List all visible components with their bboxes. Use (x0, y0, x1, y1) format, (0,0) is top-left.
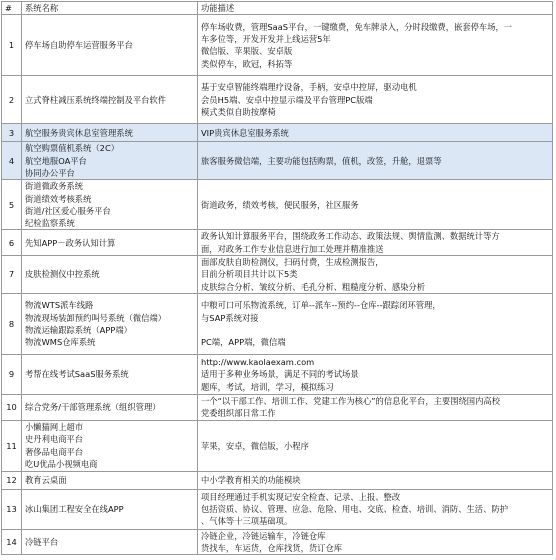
row-number: 10 (2, 395, 22, 421)
function-desc-line: 目前分析项目共计以下5类 (201, 269, 298, 280)
system-name: 物流WMS仓库系统 (25, 337, 96, 348)
function-desc-cell (198, 180, 553, 230)
function-desc-line: 题库，考试，培训，学习，模拟练习 (201, 381, 334, 392)
function-desc-line: 政务认知计算服务平台，围绕政务工作动态、政策法规、舆情监测、数据统计等方 (201, 231, 500, 242)
table-row (2, 395, 553, 421)
system-name: 考帮在线考试SaaS服务系统 (25, 369, 129, 380)
function-desc-line: VIP贵宾休息室服务系统 (201, 127, 289, 138)
table-row (2, 471, 553, 489)
system-name: 皮肤检测仪中控系统 (25, 269, 100, 280)
function-desc-cell (198, 355, 553, 395)
table-row (2, 294, 553, 355)
table-row (2, 256, 553, 294)
system-name-cell (22, 15, 198, 76)
header-desc: 功能描述 (198, 2, 553, 15)
table-row (2, 76, 553, 124)
function-desc-cell (198, 529, 553, 555)
function-desc-line: 党委组织部日常工作 (201, 408, 276, 419)
system-name: 街道/社区爱心服务平台 (25, 205, 111, 216)
system-name-cell (22, 294, 198, 355)
row-number: 5 (2, 180, 22, 230)
system-name: 街道绩效考核系统 (25, 193, 92, 204)
system-name: 小懒猫网上超市 (25, 422, 84, 433)
function-desc-line: 一个“以干部工作、培训工作、党建工作为核心”的信息化平台，主要围绕国内高校 (201, 396, 500, 407)
system-name: 冰山集团工程安全在线APP (25, 504, 124, 515)
system-name-cell (22, 489, 198, 529)
function-desc-cell (198, 15, 553, 76)
system-name: 物流现场装卸预约叫号系统（微信端） (25, 312, 167, 323)
function-desc-line: 、气体等十三项基础项。 (201, 516, 293, 527)
system-name: 协同办公平台 (25, 167, 75, 178)
system-name: 停车场自助停车运营服务平台 (25, 40, 133, 51)
function-desc-line: 面部皮肤自助检测仪，扫码付费，生成检测报告， (201, 257, 384, 268)
system-name-cell (22, 355, 198, 395)
system-name: 航空购票值机系统（2C） (25, 143, 120, 154)
row-number: 11 (2, 420, 22, 471)
system-name-cell (22, 142, 198, 180)
function-desc-cell (198, 124, 553, 142)
function-desc-line: 项目经理通过手机实现记安全检查、记录、上报、整改 (201, 491, 401, 502)
function-desc-line: 苹果，安卓，微信版，小程序 (201, 440, 309, 451)
header-num: # (2, 2, 22, 15)
system-name-cell (22, 420, 198, 471)
table-row (2, 142, 553, 180)
system-name-cell (22, 180, 198, 230)
header-name: 系统名称 (22, 2, 198, 15)
table-row (2, 15, 553, 76)
function-desc-line: 中粮可口可乐物流系统，订单--派车--预约--仓库--跟踪闭环管理， (201, 300, 441, 311)
function-desc-line: 旅客服务微信端，主要功能包括购票，值机，改签，升舱，退票等 (201, 155, 442, 166)
table-row (2, 230, 553, 256)
function-desc-line: http://www.kaolaexam.com (201, 357, 315, 368)
function-desc-line: 会员H5端、安卓中控显示端及平台管理PC版端 (201, 94, 373, 105)
function-desc-line: 车多位等，开发开发并上线运营5年 (201, 34, 331, 44)
function-desc-line: 面，对政务工作专业信息进行加工处理并精准推送 (201, 243, 384, 254)
table-row (2, 529, 553, 555)
table-body (2, 15, 553, 555)
row-number: 9 (2, 355, 22, 395)
system-name: 纪检监察系统 (25, 218, 75, 229)
system-name: 先知APP－政务认知计算 (25, 237, 116, 248)
system-name: 奢侈品电商平台 (25, 446, 84, 457)
system-name: 街道微政务系统 (25, 181, 84, 192)
system-name: 吃U优品小视频电商 (25, 458, 98, 469)
table-header-row (2, 2, 553, 15)
function-desc-line: 冷链企业，冷链运输车，冷链仓库 (201, 530, 326, 541)
function-desc-line: 停车场收费，管理SaaS平台，一键缴费，免车牌录入，分时段缴费，嵌套停车场，一 (201, 21, 513, 32)
system-name-cell (22, 471, 198, 489)
table-row (2, 124, 553, 142)
function-desc-line: 皮肤综合分析、皱纹分析、毛孔分析、粗糙度分析、感染分析 (201, 281, 426, 292)
table-row (2, 355, 553, 395)
row-number: 2 (2, 76, 22, 124)
system-name: 立式脊柱减压系统终端控制及平台软件 (25, 94, 167, 105)
system-name-cell (22, 529, 198, 555)
row-number: 12 (2, 471, 22, 489)
function-desc-line: 适用于多种业务场景，满足不同的考试场景 (201, 369, 359, 380)
system-name-cell (22, 230, 198, 256)
row-number: 4 (2, 142, 22, 180)
function-desc-line: 微信版、苹果版、安卓版 (201, 46, 293, 57)
function-desc-line: 包括资质、协议、管理、应急、危险、用电、交底、检查、培训、消防、生活、防护 (201, 504, 508, 515)
system-name-cell (22, 256, 198, 294)
row-number: 14 (2, 529, 22, 555)
table-row (2, 180, 553, 230)
function-desc-cell (198, 294, 553, 355)
function-desc-line: 街道政务，绩效考核，便民服务，社区服务 (201, 199, 359, 210)
function-desc-cell (198, 76, 553, 124)
system-name: 航空地服OA平台 (25, 155, 87, 166)
system-name: 冷链平台 (25, 536, 59, 547)
function-desc-line: 中小学教育相关的功能模块 (201, 475, 301, 486)
function-desc-line: 货找车，车运货，仓库找货，货订仓库 (201, 542, 343, 553)
function-desc-line: PC端，APP端，微信端 (201, 337, 286, 348)
function-desc-line: 基于安卓智能终端理疗设备，手柄，安卓中控屏，驱动电机 (201, 82, 417, 93)
system-name: 物流WTS派车线路 (25, 300, 94, 311)
function-desc-cell (198, 230, 553, 256)
function-desc-cell (198, 420, 553, 471)
table-row (2, 489, 553, 529)
function-desc-cell (198, 471, 553, 489)
function-desc-line (201, 324, 549, 336)
function-desc-cell (198, 395, 553, 421)
table-row (2, 420, 553, 471)
function-desc-line: 类似停车，欧冠，科拓等 (201, 58, 293, 69)
system-name-cell (22, 395, 198, 421)
row-number: 13 (2, 489, 22, 529)
row-number: 8 (2, 294, 22, 355)
system-name: 综合党务/干部管理系统（组织管理） (25, 402, 161, 413)
row-number: 1 (2, 15, 22, 76)
row-number: 7 (2, 256, 22, 294)
system-name: 物流运输跟踪系统（APP端） (25, 325, 132, 336)
function-desc-cell (198, 256, 553, 294)
system-name-cell (22, 76, 198, 124)
systems-table (1, 1, 553, 555)
function-desc-line: 模式类似自助按摩椅 (201, 106, 276, 117)
function-desc-cell (198, 142, 553, 180)
function-desc-cell (198, 489, 553, 529)
system-name-cell (22, 124, 198, 142)
system-name: 史丹利电商平台 (25, 434, 84, 445)
system-name: 教育云桌面 (25, 475, 67, 486)
row-number: 3 (2, 124, 22, 142)
system-name: 航空服务贵宾休息室管理系统 (25, 127, 133, 138)
row-number: 6 (2, 230, 22, 256)
function-desc-line: 与SAP系统对接 (201, 312, 259, 323)
